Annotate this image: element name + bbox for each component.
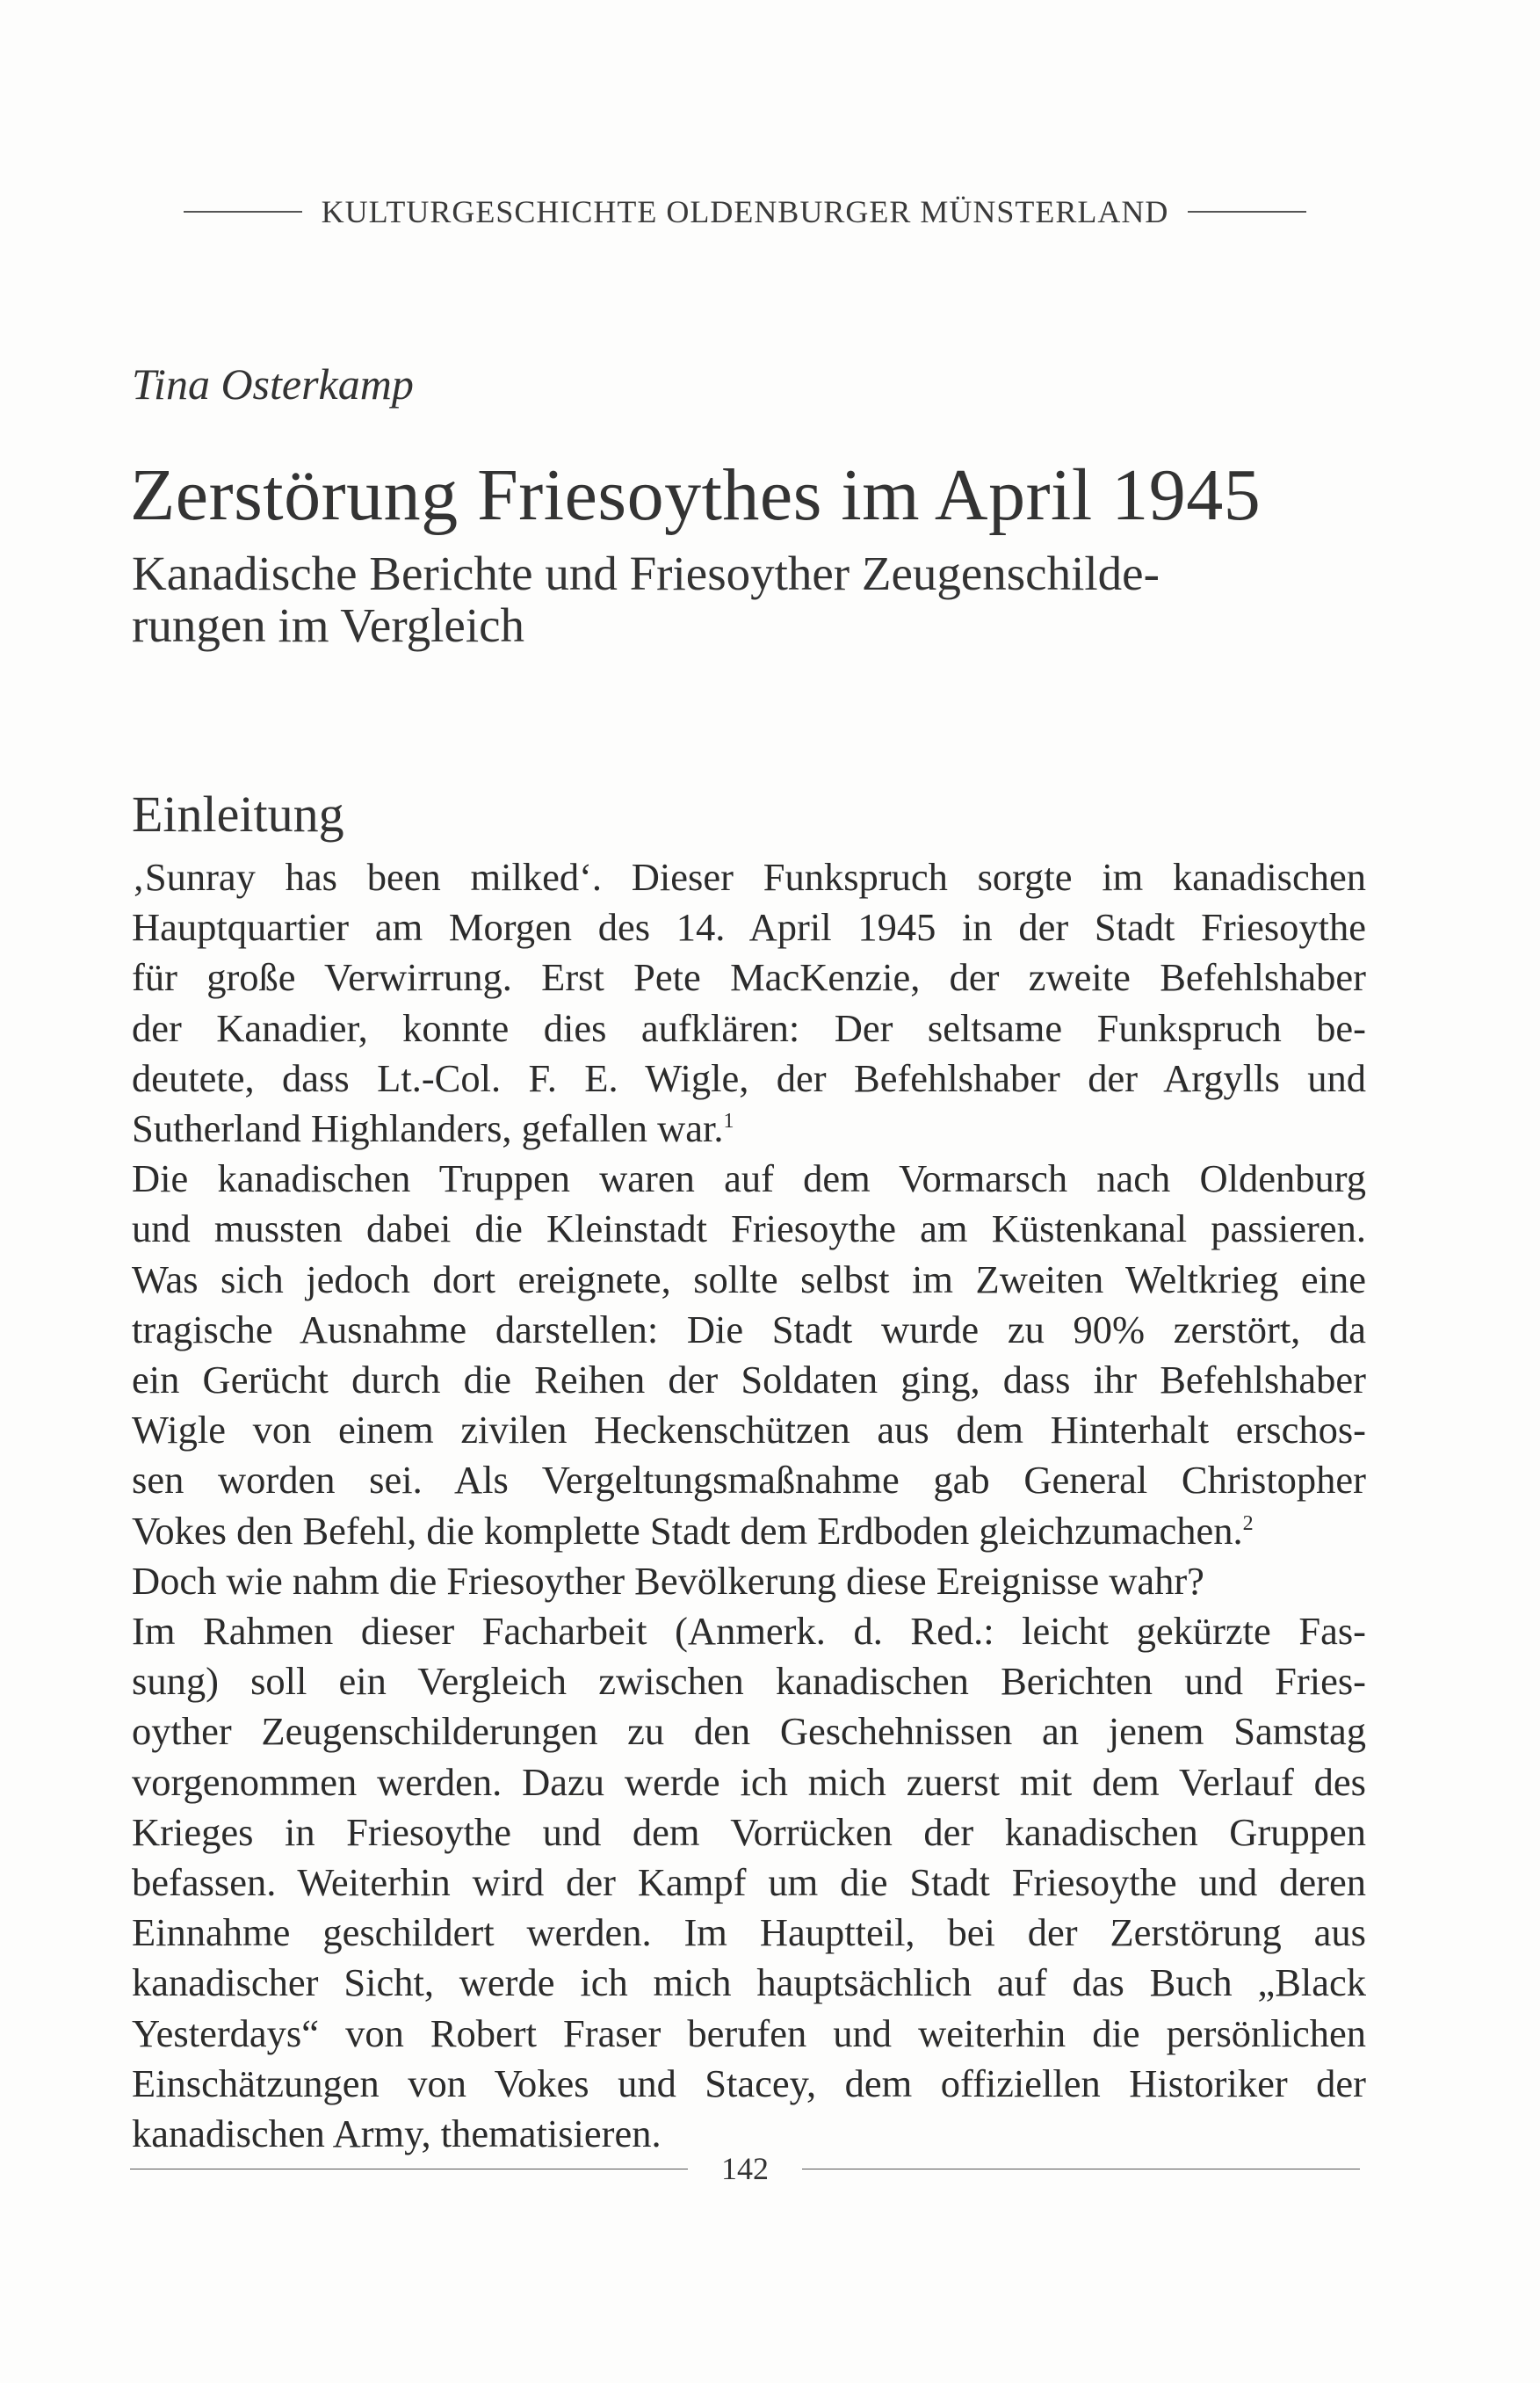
body-text (132, 852, 1366, 2159)
text-line: kanadischer Sicht, werde ich mich hauptsächlich auf das Buch „Black (132, 1960, 1366, 2005)
article-subtitle (132, 547, 1379, 651)
text-line: deutete, dass Lt.-Col. F. E. Wigle, der Befehlshaber der Argylls und (132, 1055, 1366, 1100)
section-heading: Einleitung (132, 786, 344, 843)
text-line: sung) soll ein Vergleich zwischen kanadischen Berichten und Fries- (132, 1659, 1366, 1704)
running-header (130, 193, 1360, 230)
text-line: Yesterdays“ von Robert Fraser berufen und weiterhin die persönlichen (132, 2010, 1366, 2055)
text-line: ein Gerücht durch die Reihen der Soldaten ging, dass ihr Befehlshaber (132, 1358, 1366, 1402)
text-line: kanadischen Army, thematisieren. (132, 2111, 662, 2156)
page-number: 142 (721, 2151, 769, 2186)
text-line: sen worden sei. Als Vergeltungsmaßnahme gab General Christopher (132, 1458, 1366, 1503)
footnote-marker: 1 (723, 1110, 734, 1134)
text-line: ‚Sunray has been milked‘. Dieser Funkspruch sorgte im kanadischen (132, 855, 1366, 899)
text-line: für große Verwirrung. Erst Pete MacKenzie, der zweite Befehlshaber (132, 955, 1366, 1000)
author-name: Tina Osterkamp (132, 359, 414, 409)
text-line-with-footnote (132, 1104, 1366, 1154)
text-line-content: Vokes den Befehl, die komplette Stadt dem Erdboden gleichzumachen. (132, 1508, 1243, 1553)
text-line: vorgenommen werden. Dazu werde ich mich zuerst mit dem Verlauf des (132, 1759, 1366, 1804)
text-line: Hauptquartier am Morgen des 14. April 1945 in der Stadt Friesoythe (132, 905, 1366, 950)
text-line: der Kanadier, konnte dies aufklären: Der seltsame Funkspruch be- (132, 1005, 1366, 1050)
text-line: und mussten dabei die Kleinstadt Friesoythe am Küstenkanal passieren. (132, 1206, 1366, 1251)
subtitle-line: Kanadische Berichte und Friesoyther Zeugenschilde- (132, 547, 1160, 600)
page-footer (130, 2150, 1360, 2187)
text-line: Im Rahmen dieser Facharbeit (Anmerk. d. Red.: leicht gekürzte Fas- (132, 1609, 1366, 1654)
text-line: Die kanadischen Truppen waren auf dem Vormarsch nach Oldenburg (132, 1156, 1366, 1201)
text-line: Krieges in Friesoythe und dem Vorrücken der kanadischen Gruppen (132, 1809, 1366, 1854)
header-rule-right (1188, 211, 1306, 213)
header-rule-left (184, 211, 302, 213)
text-line: befassen. Weiterhin wird der Kampf um die Stadt Friesoythe und deren (132, 1860, 1366, 1905)
text-line: tragische Ausnahme darstellen: Die Stadt wurde zu 90% zerstört, da (132, 1307, 1366, 1351)
subtitle-line: rungen im Vergleich (132, 598, 525, 652)
text-line: Doch wie nahm die Friesoyther Bevölkerung diese Ereignisse wahr? (132, 1558, 1204, 1603)
text-line: Was sich jedoch dort ereignete, sollte selbst im Zweiten Weltkrieg eine (132, 1257, 1366, 1301)
text-line: Einnahme geschildert werden. Im Hauptteil, bei der Zerstörung aus (132, 1910, 1366, 1955)
text-line-with-footnote (132, 1506, 1366, 1556)
text-line: Einschätzungen von Vokes und Stacey, dem offiziellen Historiker der (132, 2061, 1366, 2105)
running-title: KULTURGESCHICHTE OLDENBURGER MÜNSTERLAND (321, 194, 1169, 229)
article-title: Zerstörung Friesoythes im April 1945 (130, 454, 1262, 536)
footnote-marker: 2 (1242, 1511, 1254, 1535)
text-line-content: Sutherland Highlanders, gefallen war. (132, 1106, 724, 1151)
text-line: oyther Zeugenschilderungen zu den Geschehnissen an jenem Samstag (132, 1709, 1366, 1754)
text-line: Wigle von einem zivilen Heckenschützen aus dem Hinterhalt erschos- (132, 1408, 1366, 1452)
